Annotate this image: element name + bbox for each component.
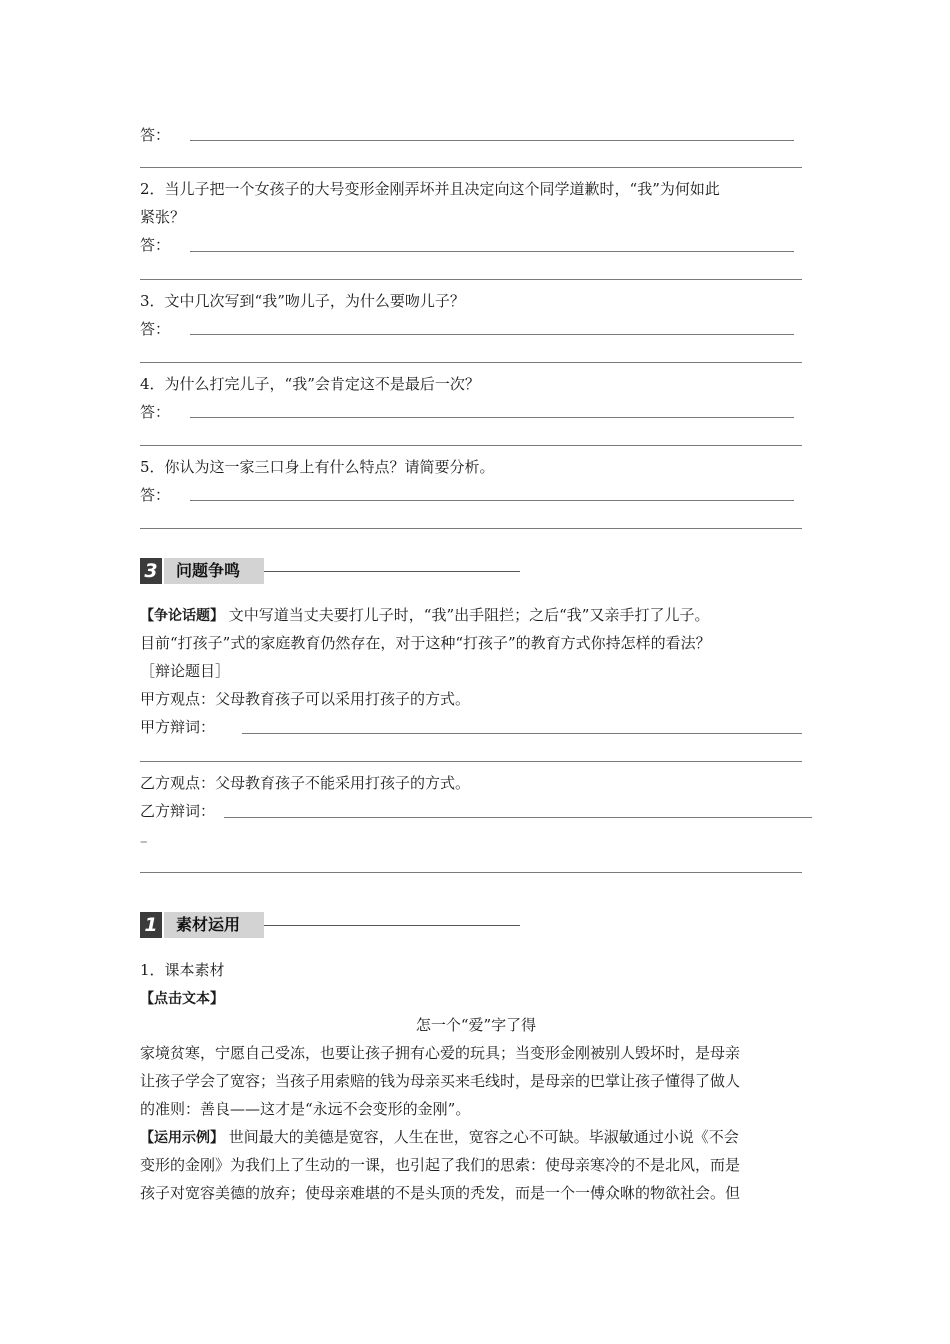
click-text-label: 【点击文本】 xyxy=(140,991,224,1007)
example-line-3: 孩子对宽容美德的放弃；使母亲难堪的不是头顶的秃发，而是一个一傅众咻的物欲社会。但 xyxy=(140,1184,741,1202)
section-rule xyxy=(264,571,520,572)
question-2-line-2: 紧张？ xyxy=(140,208,186,226)
answer-label-q2: 答： xyxy=(140,236,171,254)
side-b-view: 乙方观点：父母教育孩子不能采用打孩子的方式。 xyxy=(140,774,471,792)
answer-line[interactable] xyxy=(140,445,802,446)
essay-line-2: 让孩子学会了宽容；当孩子用索赔的钱为母亲买来毛线时，是母亲的巴掌让孩子懂得了做人 xyxy=(140,1072,741,1090)
debate-heading: ［辩论题目］ xyxy=(140,662,231,680)
answer-label-q4: 答： xyxy=(140,403,171,421)
debate-topic-line-2: 目前“打孩子”式的家庭教育仍然存在，对于这种“打孩子”的教育方式你持怎样的看法？ xyxy=(140,634,711,652)
answer-line[interactable] xyxy=(140,362,802,363)
section-rule xyxy=(264,925,520,926)
question-5: 5．你认为这一家三口身上有什么特点？请简要分析。 xyxy=(140,458,495,476)
side-b-speech-label: 乙方辩词： xyxy=(140,802,216,820)
topic-text: 文中写道当丈夫要打儿子时，“我”出手阻拦；之后“我”又亲手打了儿子。 xyxy=(228,606,710,624)
answer-line[interactable] xyxy=(140,761,802,762)
section-title: 素材运用 xyxy=(164,912,264,938)
answer-line[interactable] xyxy=(190,500,794,501)
answer-line[interactable] xyxy=(140,167,802,168)
side-a-speech-label: 甲方辩词： xyxy=(140,718,216,736)
answer-line[interactable] xyxy=(190,251,794,252)
example-text: 世间最大的美德是宽容，人生在世，宽容之心不可缺。毕淑敏通过小说《不会 xyxy=(228,1128,739,1146)
topic-label: 【争论话题】 xyxy=(140,608,224,624)
question-4: 4．为什么打完儿子，“我”会肯定这不是最后一次？ xyxy=(140,375,480,393)
answer-line[interactable] xyxy=(190,140,794,141)
answer-label-q1: 答： xyxy=(140,126,171,144)
example-line-2: 变形的金刚》为我们上了生动的一课，也引起了我们的思索：使母亲寒冷的不是北风，而是 xyxy=(140,1156,741,1174)
answer-label-q5: 答： xyxy=(140,486,171,504)
answer-line[interactable] xyxy=(224,817,812,818)
side-a-view: 甲方观点：父母教育孩子可以采用打孩子的方式。 xyxy=(140,690,471,708)
answer-line[interactable] xyxy=(140,279,802,280)
answer-label-q3: 答： xyxy=(140,320,171,338)
essay-title: 怎一个“爱”字了得 xyxy=(415,1016,537,1034)
example-label: 【运用示例】 xyxy=(140,1130,224,1146)
essay-line-1: 家境贫寒，宁愿自己受冻，也要让孩子拥有心爱的玩具；当变形金刚被别人毁坏时，是母亲 xyxy=(140,1044,741,1062)
section-title: 问题争鸣 xyxy=(164,558,264,584)
question-2-line-1: 2．当儿子把一个女孩子的大号变形金刚弄坏并且决定向这个同学道歉时，“我”为何如此 xyxy=(140,180,720,198)
item-textbook-material: 1．课本素材 xyxy=(140,961,225,979)
essay-line-3: 的准则：善良——这才是“永远不会变形的金刚”。 xyxy=(140,1100,471,1118)
dash-mark: – xyxy=(140,832,148,850)
debate-topic-line-1 xyxy=(140,604,709,625)
answer-line[interactable] xyxy=(190,417,794,418)
answer-line[interactable] xyxy=(140,872,802,873)
answer-line[interactable] xyxy=(140,528,802,529)
answer-line[interactable] xyxy=(242,733,802,734)
section-number: 3 xyxy=(140,558,162,584)
answer-line[interactable] xyxy=(190,334,794,335)
example-line-1 xyxy=(140,1126,739,1147)
question-3: 3．文中几次写到“我”吻儿子，为什么要吻儿子？ xyxy=(140,292,465,310)
section-number: 1 xyxy=(140,912,162,938)
